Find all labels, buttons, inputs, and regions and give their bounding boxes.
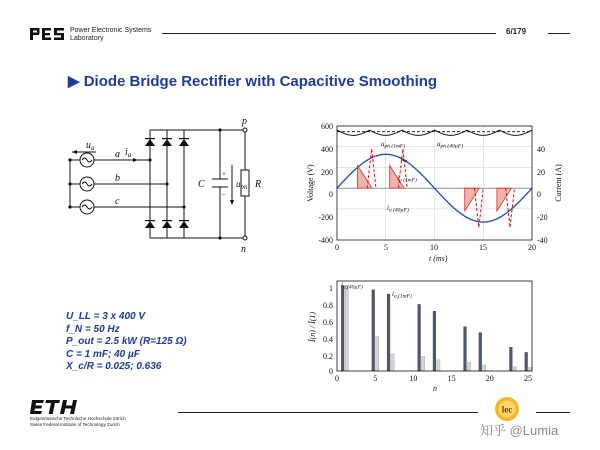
footer-rule: [178, 412, 478, 413]
watermark: 知乎 @Lumia: [480, 423, 559, 438]
xtick: 20: [528, 243, 536, 252]
ann-ua: $u_a$: [401, 155, 408, 165]
node-p-label: p: [242, 116, 247, 127]
ann-ia-1mf: $i_{a (1mF)}$: [397, 174, 417, 184]
ytick-right: 0: [537, 190, 541, 199]
bar-ytick: 0.8: [323, 301, 333, 310]
bar-40uf: [463, 326, 466, 371]
bar-40uf: [341, 285, 344, 371]
bar-xtick: 20: [485, 374, 494, 383]
bar-1mf: [529, 368, 532, 371]
ia-40uf-pulse: [497, 188, 512, 211]
param-pout: P_out = 2.5 kW (R=125 Ω): [66, 336, 187, 347]
harmonics-ylabel: Î(n) / Î(1): [308, 311, 317, 343]
slide-title-text: Diode Bridge Rectifier with Capacitive Smoothing: [83, 73, 438, 90]
bar-ytick: 0.6: [323, 318, 333, 327]
ytick-right: 40: [537, 145, 545, 154]
circuit-parameters: [66, 311, 187, 374]
waveform-ylabel-left: Voltage (V): [306, 164, 315, 202]
plus-sign: +: [222, 170, 226, 178]
waveform-xlabel: t (ms): [429, 254, 448, 263]
xtick: 0: [335, 243, 339, 252]
header-rule-right: [548, 33, 570, 34]
bar-xtick: 0: [335, 374, 339, 383]
bar-1mf: [345, 285, 348, 371]
header-rule-left: [162, 33, 496, 34]
ann-upn-1mf: $u_{pn (1mF)}$: [381, 140, 406, 150]
bar-40uf: [479, 332, 482, 371]
param-c: C = 1 mF; 40 µF: [66, 348, 140, 360]
waveform-chart: [305, 118, 570, 268]
ytick-right: -40: [537, 236, 548, 245]
node-a-label: a: [115, 149, 120, 160]
pes-logo: [30, 26, 66, 47]
bar-1mf: [391, 354, 394, 371]
ytick-left: 600: [321, 122, 333, 131]
bar-ytick: 1: [329, 284, 333, 293]
ytick-left: 200: [321, 168, 333, 177]
ytick-left: -400: [318, 236, 333, 245]
bar-40uf: [418, 304, 421, 371]
ytick-right: 20: [537, 168, 545, 177]
node-b-label: b: [115, 173, 120, 184]
ytick-left: -200: [318, 213, 333, 222]
ua-label: $u_a$: [86, 140, 95, 152]
slide-title: [68, 72, 437, 90]
org-name: Power Electronic Systems Laboratory: [70, 27, 152, 42]
bar-xtick: 10: [409, 374, 418, 383]
rectifier-circuit-diagram: [60, 115, 300, 255]
footer-rule-right: [536, 412, 570, 413]
ann-upn-40uf: $u_{pn (40\mu F)}$: [437, 140, 464, 150]
ytick-right: -20: [537, 213, 548, 222]
bar-40uf: [525, 352, 528, 371]
ytick-left: 0: [329, 190, 333, 199]
param-fn: f_N = 50 Hz: [66, 323, 120, 335]
bar-1mf: [422, 356, 425, 371]
xtick: 5: [384, 243, 388, 252]
ia-40uf-pulse: [357, 165, 372, 188]
ann-harm-40uf: $i_{a,(40\mu F)}$: [341, 281, 363, 291]
waveform-ylabel-right: Current (A): [554, 164, 563, 202]
bar-1mf: [513, 367, 516, 371]
ytick-left: 400: [321, 145, 333, 154]
ia-40uf-pulse: [465, 188, 480, 211]
bar-xtick: 15: [447, 374, 456, 383]
resistor-label: R: [255, 179, 262, 190]
bar-40uf: [387, 294, 390, 371]
node-c-label: c: [115, 196, 120, 207]
harmonics-chart: [305, 275, 545, 395]
upn-label: $u_{pn}$: [236, 179, 248, 191]
ann-harm-1mf: $i_{a,(1mF)}$: [392, 290, 412, 300]
param-xc: X_c/R = 0.025; 0.636: [66, 361, 162, 372]
harmonics-xlabel: n: [433, 384, 437, 393]
page-number: 6/179: [506, 27, 527, 36]
bar-1mf: [467, 362, 470, 371]
svg-text:lec: lec: [501, 404, 513, 415]
bar-1mf: [376, 337, 379, 371]
bar-40uf: [433, 311, 436, 371]
bar-1mf: [437, 360, 440, 371]
node-n-label: n: [241, 244, 246, 255]
eth-name: Eidgenössische Technische Hochschule Zürich Swiss Federal Institute of Technology Zurich: [30, 416, 126, 427]
bar-xtick: 25: [524, 374, 532, 383]
bar-ytick: 0.2: [323, 352, 333, 361]
minus-sign: −: [222, 191, 226, 199]
ann-ia-40uf: $i_{a (40\mu F)}$: [387, 204, 409, 214]
bar-40uf: [509, 347, 512, 371]
xtick: 15: [479, 243, 487, 252]
ia-label: $i_a$: [125, 147, 132, 159]
bar-1mf: [483, 365, 486, 371]
bar-xtick: 5: [373, 374, 378, 383]
bar-ytick: 0: [329, 367, 333, 376]
bar-40uf: [372, 290, 375, 371]
xtick: 10: [430, 243, 438, 252]
param-ull: U_LL = 3 x 400 V: [66, 311, 146, 322]
bar-ytick: 0.4: [323, 335, 333, 344]
triangle-bullet-icon: ▶: [68, 73, 80, 90]
capacitor-label: C: [198, 179, 205, 190]
